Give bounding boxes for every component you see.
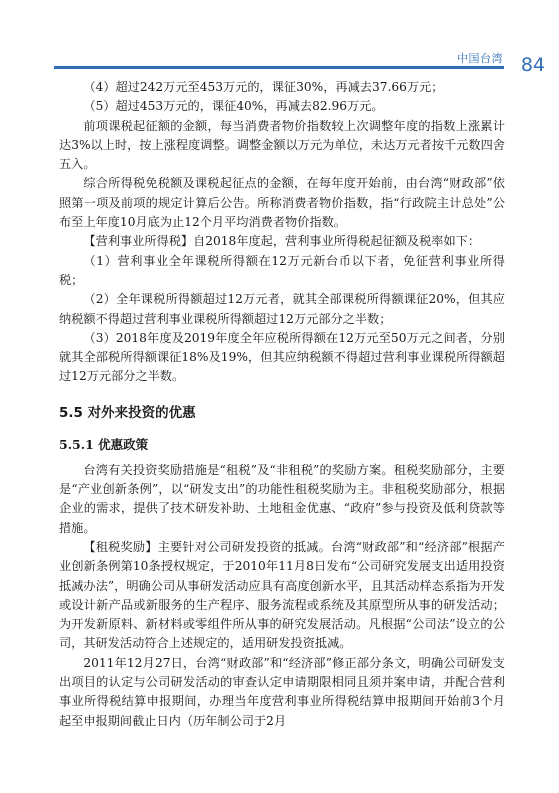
body-paragraph: （1）营利事业全年课税所得额在12万元新台币以下者，免征营利事业所得税； bbox=[59, 253, 505, 287]
body-paragraph: 【营利事业所得税】自2018年度起，营利事业所得税起征额及税率如下： bbox=[83, 234, 481, 249]
body-paragraph: （5）超过453万元的，课征40%，再减去82.96万元。 bbox=[83, 99, 384, 114]
running-header: 中国台湾 bbox=[457, 52, 503, 65]
page-body bbox=[59, 78, 505, 731]
page-number: 84 bbox=[520, 54, 545, 76]
body-paragraph: （2）全年课税所得额超过12万元者，就其全部课税所得额课征20%，但其应纳税额不得超过营利事业课税所得额超过12万元部分之半数； bbox=[59, 292, 505, 326]
header-rule bbox=[54, 66, 504, 69]
body-paragraph: 台湾有关投资奖励措施是“租税”及“非租税”的奖励方案。租税奖励部分，主要是“产业创新条例”，以“研发支出”的功能性租税奖励为主。非租税奖励部分，根据企业的需求，提供了技术研发补助、土地租金优惠、“政府”参与投资及低利贷款等措施。 bbox=[59, 462, 505, 535]
body-paragraph: 综合所得税免税额及课税起征点的金额，在每年度开始前，由台湾“财政部”依照第一项及前项的规定计算后公告。所称消费者物价指数，指“行政院主计总处”公布至上年度10月底为止12个月平均消费者物价指数。 bbox=[59, 176, 505, 230]
body-paragraph: 前项课税起征额的金额，每当消费者物价指数较上次调整年度的指数上涨累计达3%以上时，按上涨程度调整。调整金额以万元为单位，未达万元者按千元数四舍五入。 bbox=[59, 118, 505, 172]
body-paragraph: （3）2018年度及2019年度全年应税所得额在12万元至50万元之间者，分别就其全部税所得额课征18%及19%，但其应纳税额不得超过营利事业课税所得额超过12万元部分之半数。 bbox=[59, 330, 505, 384]
body-paragraph: 2011年12月27日，台湾“财政部”和“经济部”修正部分条文，明确公司研发支出项目的认定与公司研发活动的审查认定申请期限相同且须并案申请，并配合营利事业所得税结算申报期间，办理当年度营利事业所得税结算申报期间开始前3个月起至申报期间截止日内（历年制公司于2月 bbox=[59, 655, 505, 728]
section-heading: 5.5 对外来投资的优惠 bbox=[59, 404, 196, 421]
subsection-heading: 5.5.1 优惠政策 bbox=[59, 436, 149, 452]
body-paragraph: （4）超过242万元至453万元的，课征30%，再减去37.66万元； bbox=[83, 80, 444, 94]
body-paragraph: 【租税奖励】主要针对公司研发投资的抵减。台湾“财政部”和“经济部”根据产业创新条例第10条授权规定，于2010年11月8日发布“公司研究发展支出适用投资抵减办法”，明确公司从事研发活动应具有高度创新水平，且其活动样态系指为开发或设计新产品或新服务的生产程序、服务流程或系统及其原型所从事的研发活动；为开发新原料、新材料或零组件所从事的研究发展活动。凡根据“公司法”设立的公司，其研发活动符合上述规定的，适用研发投资抵减。 bbox=[59, 539, 505, 651]
